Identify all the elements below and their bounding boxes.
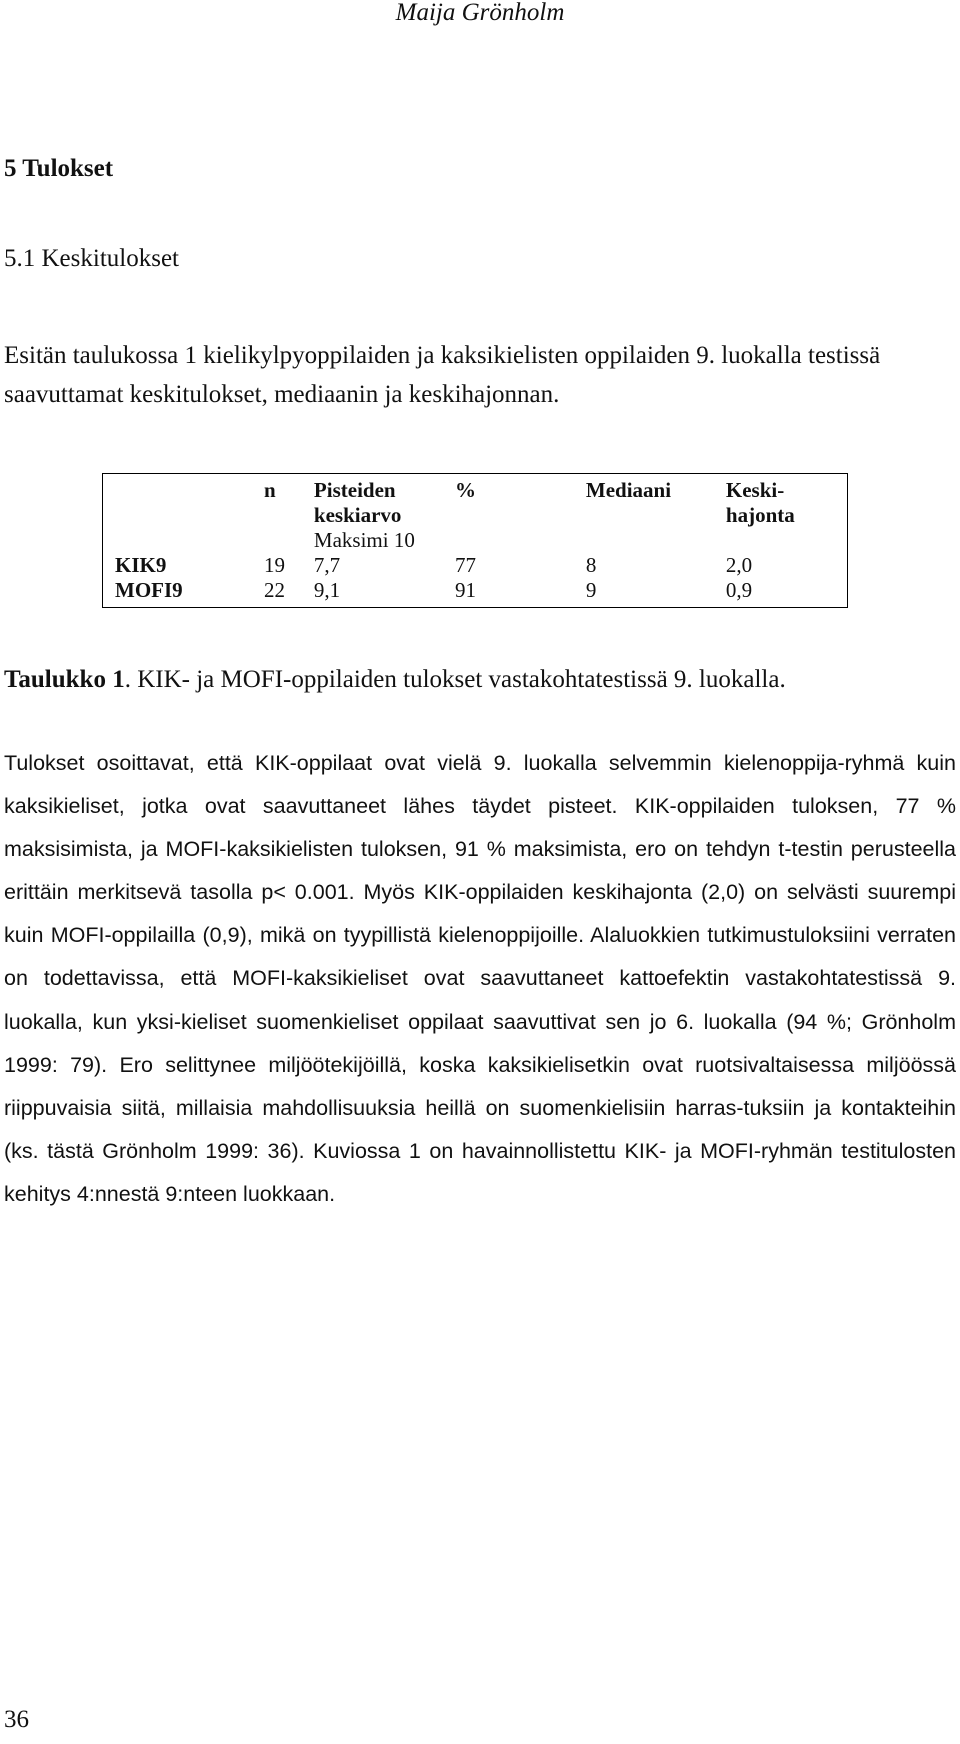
table-cell-sd: 0,9 (725, 578, 753, 602)
table-header-percent: % (454, 478, 476, 502)
table-header-median: Mediaani (585, 478, 672, 502)
table-header-maximum: Maksimi 10 (313, 528, 415, 552)
table-cell-percent: 91 (454, 578, 476, 602)
table-row (103, 553, 848, 578)
page-number: 36 (4, 1706, 29, 1733)
table-cell-mean: 9,1 (313, 578, 341, 602)
table-header-row (103, 503, 848, 528)
table-header-score: Pisteiden (313, 478, 396, 502)
results-paragraph: Tulokset osoittavat, että KIK-oppilaat ovat vielä 9. luokalla selvemmin kielenoppija-ryhmä kuin kaksikieliset, jotka ovat saavuttaneet lähes täydet pisteet. KIK-oppilaiden tuloksen, 77 % maksisimista, ja MOFI-kaksikielisten tuloksen, 91 % maksimista, ero on tehdyn t-testin perusteella erittäin merkitsevä tasolla p< 0.001. Myös KIK-oppilaiden keskihajonta (2,0) on selvästi suurempi kuin MOFI-oppilailla (0,9), mikä on tyypillistä kielenoppijoille. Alaluokkien tutkimustuloksiini verraten on todettavissa, että MOFI-kaksikieliset ovat saavuttaneet kattoefektin vastakohtatestissä 9. luokalla, kun yksi-kieliset suomenkieliset oppilaat saavuttivat sen jo 6. luokalla (94 %; Grönholm 1999: 79). Ero selittynee miljöötekijöillä, koska kaksikielisetkin ovat ruotsivaltaisessa miljöössä riippuvaisia siitä, millaisia mahdollisuuksia heillä on suomenkielisiin harras-tuksiin ja kontakteihin (ks. tästä Grönholm 1999: 36). Kuviossa 1 on havainnollistettu KIK- ja MOFI-ryhmän testitulosten kehitys 4:nnestä 9:nteen luokkaan. (4, 751, 956, 1206)
table-header-row (103, 528, 848, 553)
table-cell-group: KIK9 (115, 553, 167, 577)
section-heading: 5.1 Keskitulokset (4, 245, 179, 272)
table-cell-median: 8 (585, 553, 597, 577)
table-header-n: n (264, 478, 276, 502)
table-cell-sd: 2,0 (725, 553, 753, 577)
intro-paragraph: Esitän taulukossa 1 kielikylpyoppilaiden ja kaksikielisten oppilaiden 9. luokalla testissä saavuttamat keskitulokset, mediaanin ja keskihajonnan. (4, 342, 881, 408)
chapter-heading: 5 Tulokset (4, 155, 114, 182)
table-caption-text: . KIK- ja MOFI-oppilaiden tulokset vastakohtatestissä 9. luokalla. (124, 666, 786, 693)
table-header-row (103, 474, 848, 504)
table-header-sd: Keski- (725, 478, 785, 502)
table-header-sd-line2: hajonta (725, 503, 795, 527)
table-caption (4, 665, 786, 695)
table-caption-label: Taulukko 1 (4, 666, 125, 693)
table-cell-n: 19 (264, 553, 285, 577)
table-cell-median: 9 (585, 578, 597, 602)
table-cell-n: 22 (264, 578, 285, 602)
table-cell-mean: 7,7 (313, 553, 341, 577)
results-table (102, 473, 848, 608)
table-cell-percent: 77 (454, 553, 476, 577)
table-header-empty (103, 474, 265, 504)
table-header-score-line2: keskiarvo (313, 503, 402, 527)
table-row (103, 578, 848, 608)
table-cell-group: MOFI9 (115, 578, 183, 602)
running-header-author: Maija Grönholm (395, 0, 565, 26)
